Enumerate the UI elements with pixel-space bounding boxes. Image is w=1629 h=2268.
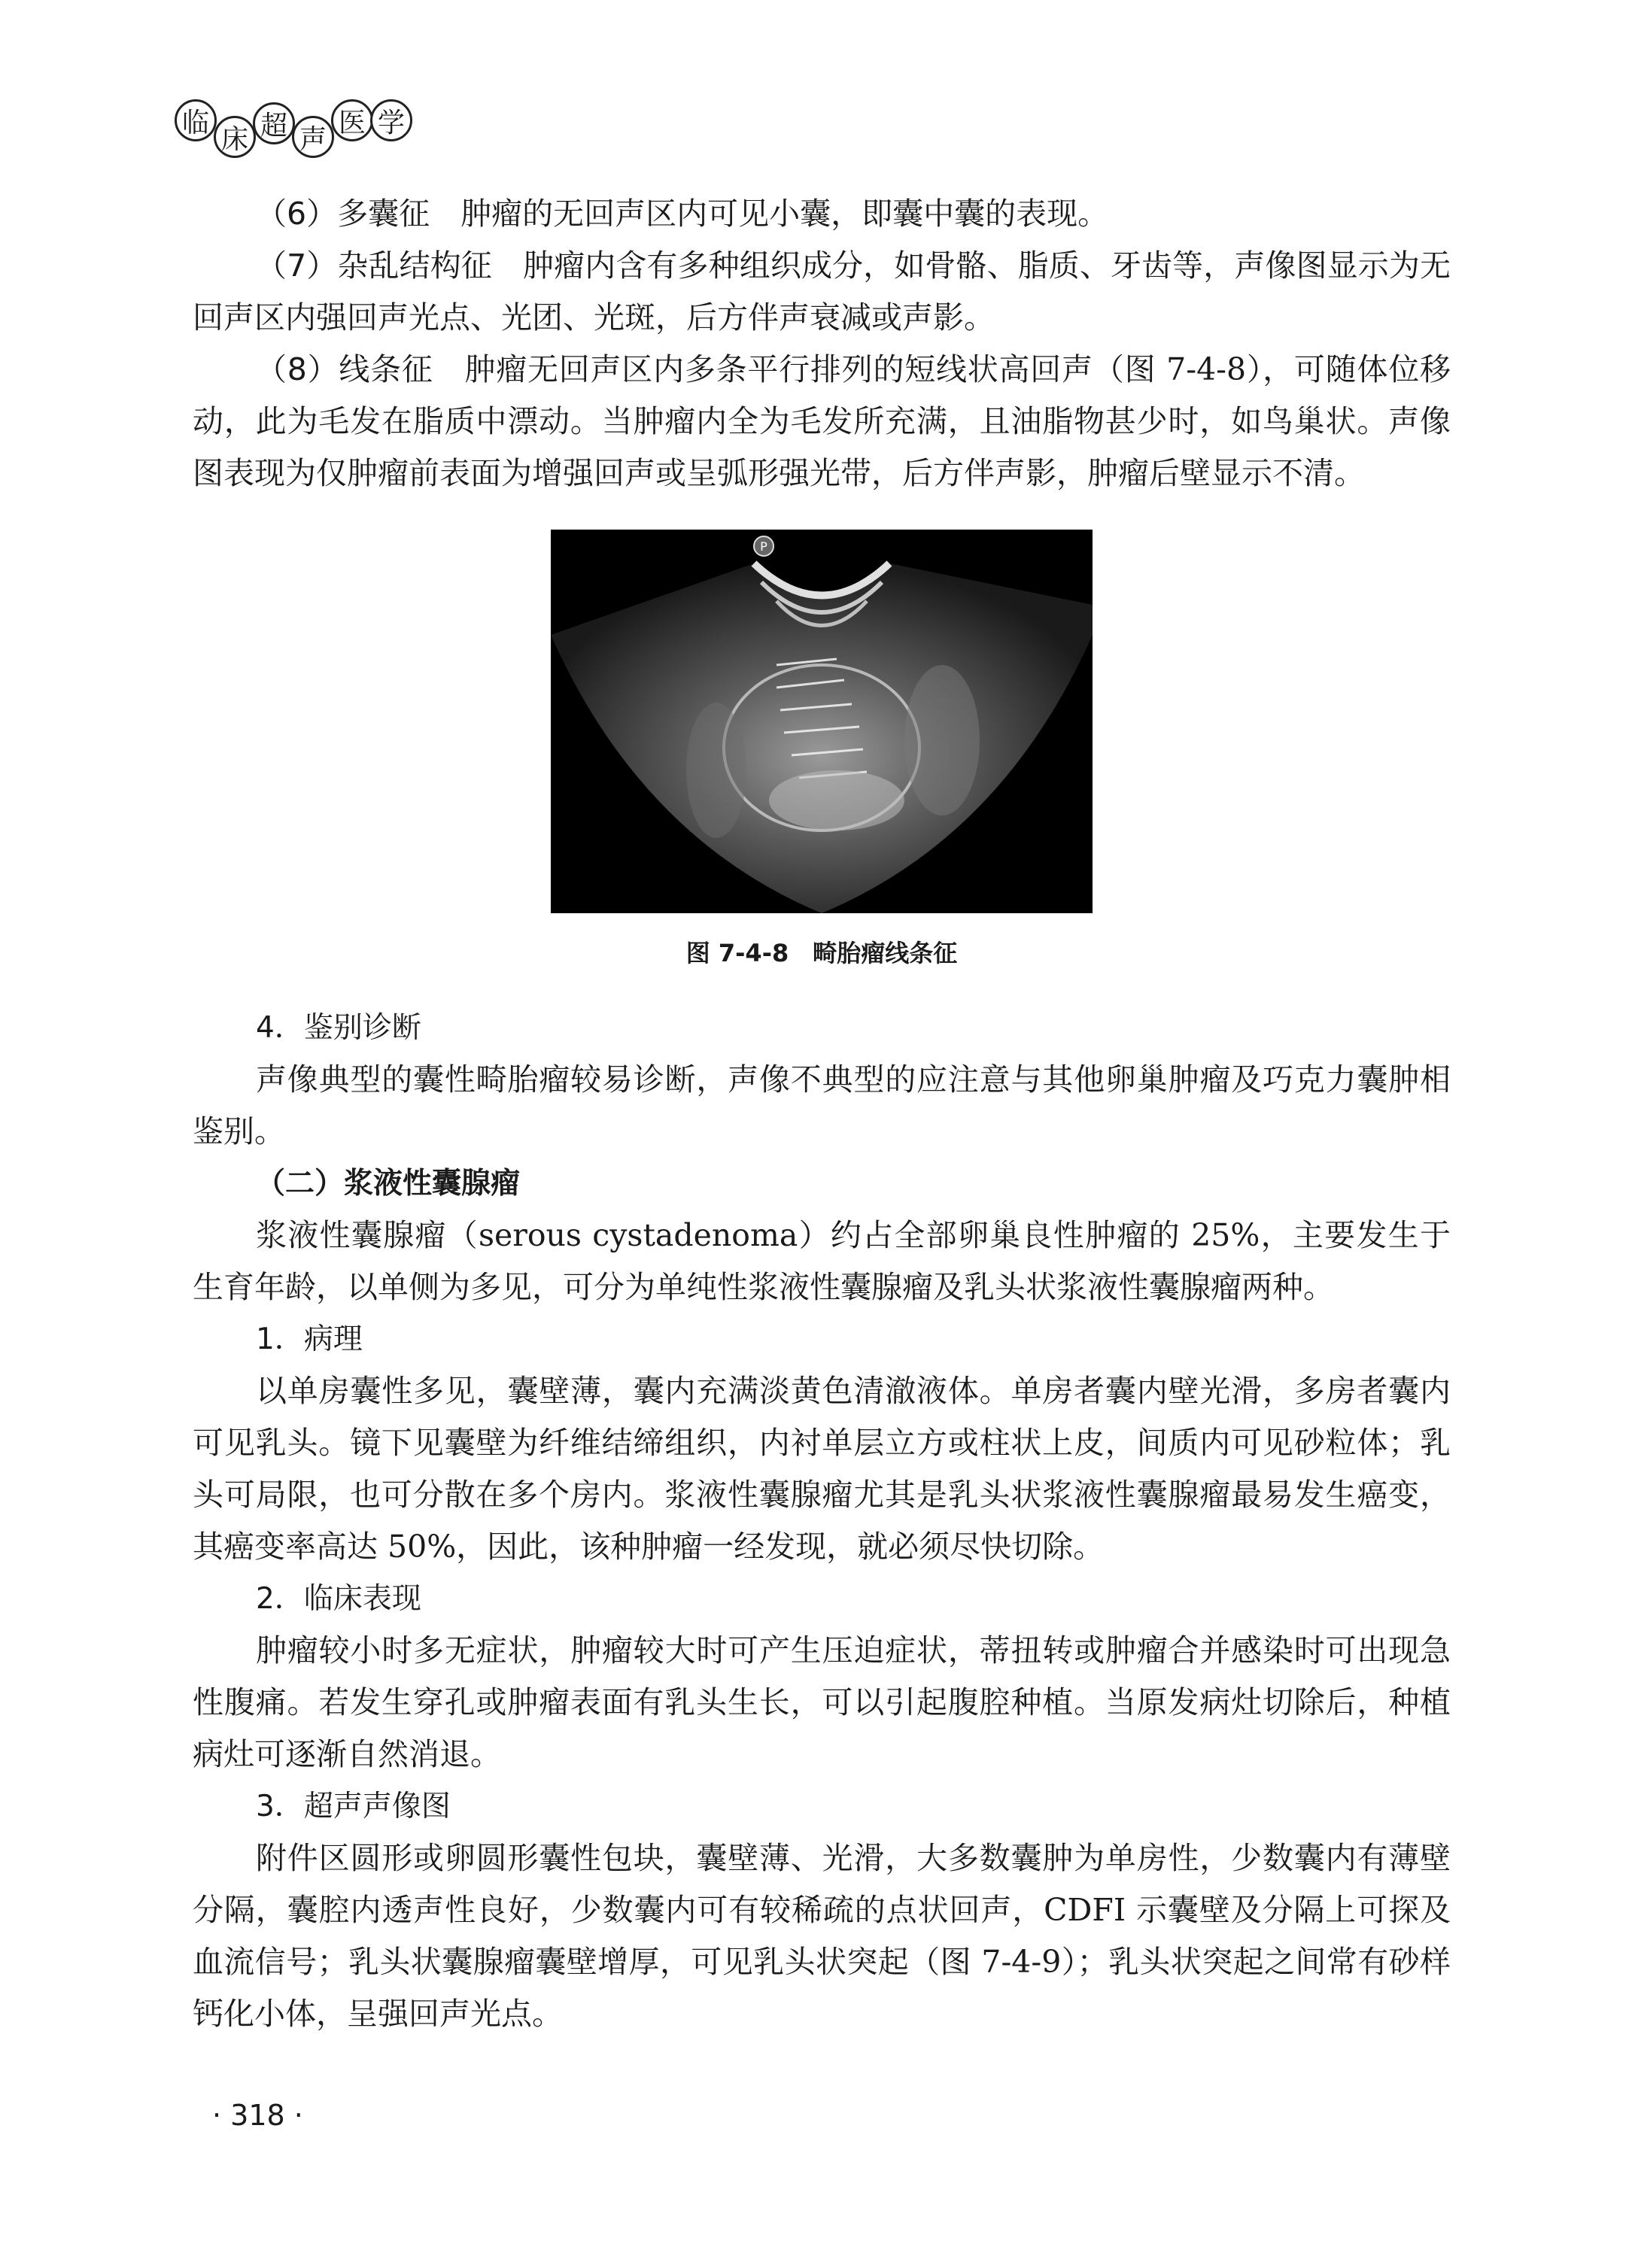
ultrasound-image bbox=[551, 530, 1093, 913]
paragraph-8 bbox=[193, 344, 1451, 499]
header-char: 声 bbox=[292, 116, 334, 158]
paragraph-lead: （6）多囊征 bbox=[256, 196, 430, 232]
header-char: 超 bbox=[253, 102, 295, 144]
page-body bbox=[193, 188, 1451, 2040]
header-char: 医 bbox=[331, 99, 373, 141]
paragraph-6 bbox=[193, 188, 1451, 240]
book-title-header bbox=[175, 99, 409, 158]
paragraph: 声像典型的囊性畸胎瘤较易诊断，声像不典型的应注意与其他卵巢肿瘤及巧克力囊肿相鉴别。 bbox=[193, 1061, 1451, 1149]
probe-marker-label: P bbox=[760, 539, 767, 554]
section-heading: 4．鉴别诊断 bbox=[256, 1011, 421, 1045]
paragraph-text: 肿瘤无回声区内多条平行排列的短线状高回声（图 7-4-8），可随体位移动，此为毛发在脂质中漂动。当肿瘤内全为毛发所充满，且油脂物甚少时，如鸟巢状。声像图表现为仅肿瘤前表面为增强回声或呈弧形强光带，后方伴声影，肿瘤后壁显示不清。 bbox=[193, 351, 1451, 491]
ultrasound-figure bbox=[551, 530, 1093, 913]
page-number: · 318 · bbox=[212, 2099, 303, 2132]
header-char: 临 bbox=[175, 99, 217, 141]
paragraph-7 bbox=[193, 240, 1451, 344]
paragraph: 肿瘤较小时多无症状，肿瘤较大时可产生压迫症状，蒂扭转或肿瘤合并感染时可出现急性腹痛。若发生穿孔或肿瘤表面有乳头生长，可以引起腹腔种植。当原发病灶切除后，种植病灶可逐渐自然消退。 bbox=[193, 1632, 1451, 1772]
section-heading: 3．超声声像图 bbox=[256, 1790, 451, 1823]
section-heading: 1．病理 bbox=[256, 1322, 363, 1356]
figure-caption: 图 7-4-8 畸胎瘤线条征 bbox=[685, 939, 958, 967]
header-char: 学 bbox=[370, 99, 412, 141]
paragraph-text: 肿瘤的无回声区内可见小囊，即囊中囊的表现。 bbox=[430, 196, 1109, 232]
paragraph: 以单房囊性多见，囊壁薄，囊内充满淡黄色清澈液体。单房者囊内壁光滑，多房者囊内可见乳头。镜下见囊壁为纤维结缔组织，内衬单层立方或柱状上皮，间质内可见砂粒体；乳头可局限，也可分散在多个房内。浆液性囊腺瘤尤其是乳头状浆液性囊腺瘤最易发生癌变，其癌变率高达 50%，因此，该种肿瘤一经发现，就必须尽快切除。 bbox=[193, 1373, 1451, 1565]
paragraph: 浆液性囊腺瘤（serous cystadenoma）约占全部卵巢良性肿瘤的 25%，主要发生于生育年龄，以单侧为多见，可分为单纯性浆液性囊腺瘤及乳头状浆液性囊腺瘤两种。 bbox=[193, 1217, 1451, 1305]
section-heading: 2．临床表现 bbox=[256, 1582, 421, 1616]
paragraph-lead: （7）杂乱结构征 bbox=[256, 247, 492, 284]
paragraph-text: 肿瘤内含有多种组织成分，如骨骼、脂质、牙齿等，声像图显示为无回声区内强回声光点、光团、光斑，后方伴声衰减或声影。 bbox=[193, 247, 1451, 335]
header-char: 床 bbox=[214, 116, 256, 158]
paragraph: 附件区圆形或卵圆形囊性包块，囊壁薄、光滑，大多数囊肿为单房性，少数囊内有薄壁分隔，囊腔内透声性良好，少数囊内可有较稀疏的点状回声，CDFI 示囊壁及分隔上可探及血流信号；乳头状囊腺瘤囊壁增厚，可见乳头状突起（图 7-4-9）；乳头状突起之间常有砂样钙化小体，呈强回声光点。 bbox=[193, 1840, 1451, 2032]
paragraph-lead: （8）线条征 bbox=[256, 351, 433, 387]
section-heading: （二）浆液性囊腺瘤 bbox=[256, 1167, 521, 1201]
